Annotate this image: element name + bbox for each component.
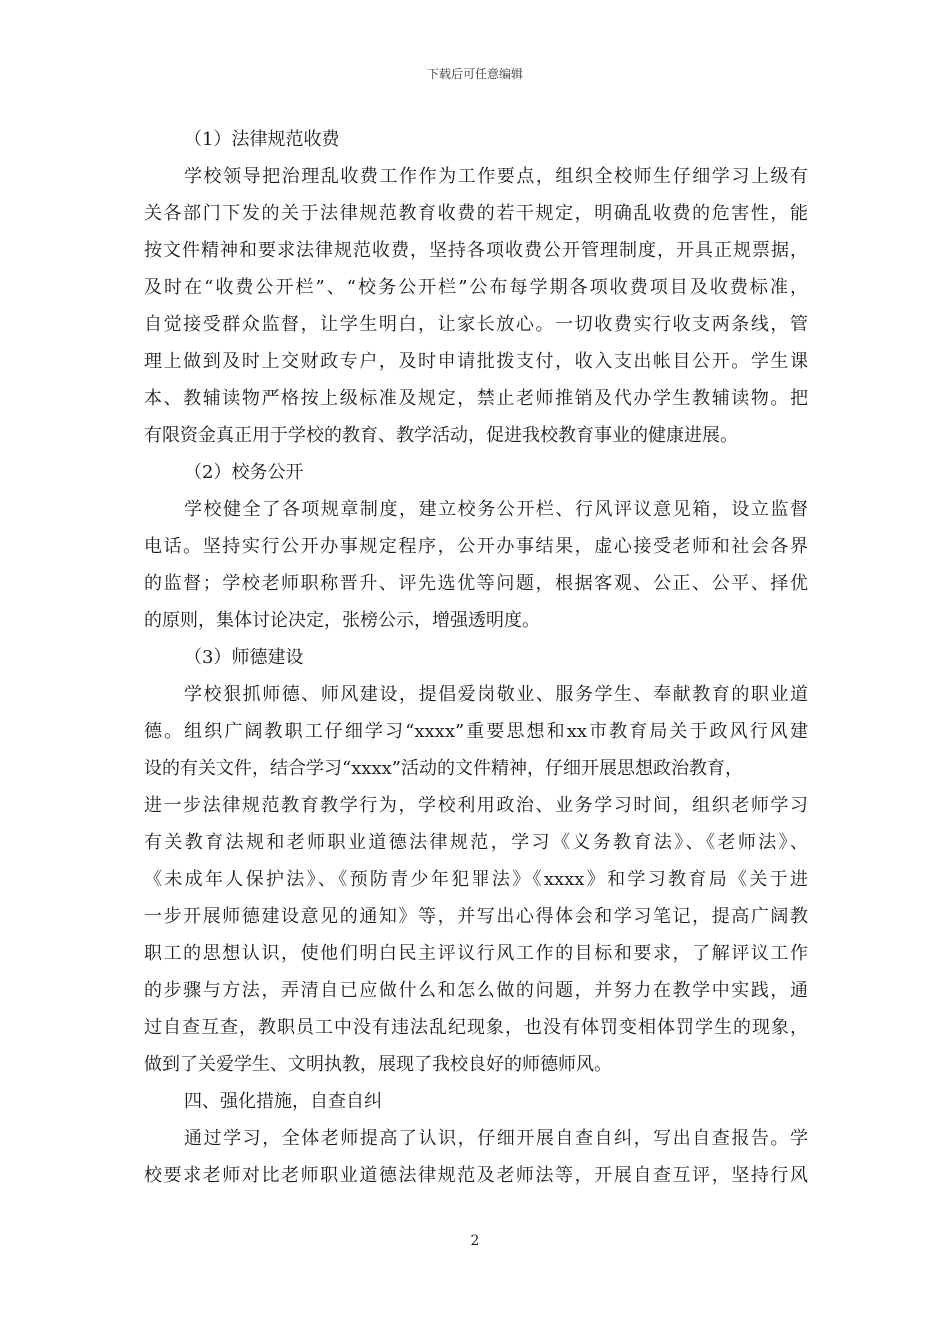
paragraph-line: 及时在“收费公开栏”、“校务公开栏”公布每学期各项收费项目及收费标准， bbox=[144, 277, 808, 298]
paragraph-line: 的原则，集体讨论决定，张榜公示，增强透明度。 bbox=[144, 610, 540, 631]
paragraph-line: 《未成年人保护法》、《预防青少年犯罪法》《xxxx》和学习教育局《关于进 bbox=[144, 869, 808, 890]
paragraph-line: 的步骤与方法，弄清自已应做什么和怎么做的问题，并努力在教学中实践，通 bbox=[144, 980, 808, 1001]
paragraph-line: 做到了关爱学生、文明执教，展现了我校良好的师德师风。 bbox=[144, 1054, 612, 1075]
paragraph-line: 校要求老师对比老师职业道德法律规范及老师法等，开展自查互评，坚持行风 bbox=[144, 1165, 808, 1186]
section-heading: （1）法律规范收费 bbox=[184, 129, 340, 150]
paragraph-line: 学校狠抓师德、师风建设，提倡爱岗敬业、服务学生、奉献教育的职业道 bbox=[184, 684, 808, 705]
paragraph-line: 学校健全了各项规章制度，建立校务公开栏、行风评议意见箱，设立监督 bbox=[184, 499, 808, 520]
paragraph-line: 理上做到及时上交财政专户，及时申请批拨支付，收入支出帐目公开。学生课 bbox=[144, 351, 808, 372]
paragraph-line: 电话。坚持实行公开办事规定程序，公开办事结果，虚心接受老师和社会各界 bbox=[144, 536, 808, 557]
paragraph-line: 本、教辅读物严格按上级标准及规定，禁止老师推销及代办学生教辅读物。把 bbox=[144, 388, 808, 409]
paragraph-line: 学校领导把治理乱收费工作作为工作要点，组织全校师生仔细学习上级有 bbox=[184, 166, 808, 187]
paragraph-line: 的监督；学校老师职称晋升、评先选优等问题，根据客观、公正、公平、择优 bbox=[144, 573, 808, 594]
paragraph-line: 进一步法律规范教育教学行为，学校利用政治、业务学习时间，组织老师学习 bbox=[144, 795, 808, 816]
paragraph-line: 过自查互查，教职员工中没有违法乱纪现象，也没有体罚变相体罚学生的现象， bbox=[144, 1017, 808, 1038]
paragraph-line: 通过学习，全体老师提高了认识，仔细开展自查自纠，写出自查报告。学 bbox=[184, 1128, 808, 1149]
paragraph-line: 关各部门下发的关于法律规范教育收费的若干规定，明确乱收费的危害性，能 bbox=[144, 203, 808, 224]
page-number: 2 bbox=[470, 1233, 480, 1249]
paragraph-line: 一步开展师德建设意见的通知》等，并写出心得体会和学习笔记，提高广阔教 bbox=[144, 906, 808, 927]
paragraph-line: 设的有关文件，结合学习“xxxx”活动的文件精神，仔细开展思想政治教育， bbox=[144, 758, 744, 779]
paragraph-line: 有关教育法规和老师职业道德法律规范，学习《义务教育法》、《老师法》、 bbox=[144, 832, 808, 853]
section-heading: （3）师德建设 bbox=[184, 647, 304, 668]
paragraph-line: 有限资金真正用于学校的教育、教学活动，促进我校教育事业的健康进展。 bbox=[144, 425, 738, 446]
paragraph-line: 按文件精神和要求法律规范收费，坚持各项收费公开管理制度，开具正规票据， bbox=[144, 240, 808, 261]
paragraph-line: 职工的思想认识，使他们明白民主评议行风工作的目标和要求，了解评议工作 bbox=[144, 943, 808, 964]
section-heading: （2）校务公开 bbox=[184, 462, 304, 483]
paragraph-line: 自觉接受群众监督，让学生明白，让家长放心。一切收费实行收支两条线，管 bbox=[144, 314, 808, 335]
document-body bbox=[144, 121, 808, 1194]
paragraph-line: 德。组织广阔教职工仔细学习“xxxx”重要思想和xx市教育局关于政风行风建 bbox=[144, 721, 808, 742]
page-header: 下载后可任意编辑 bbox=[426, 67, 523, 81]
section-heading: 四、强化措施，自查自纠 bbox=[184, 1091, 382, 1112]
